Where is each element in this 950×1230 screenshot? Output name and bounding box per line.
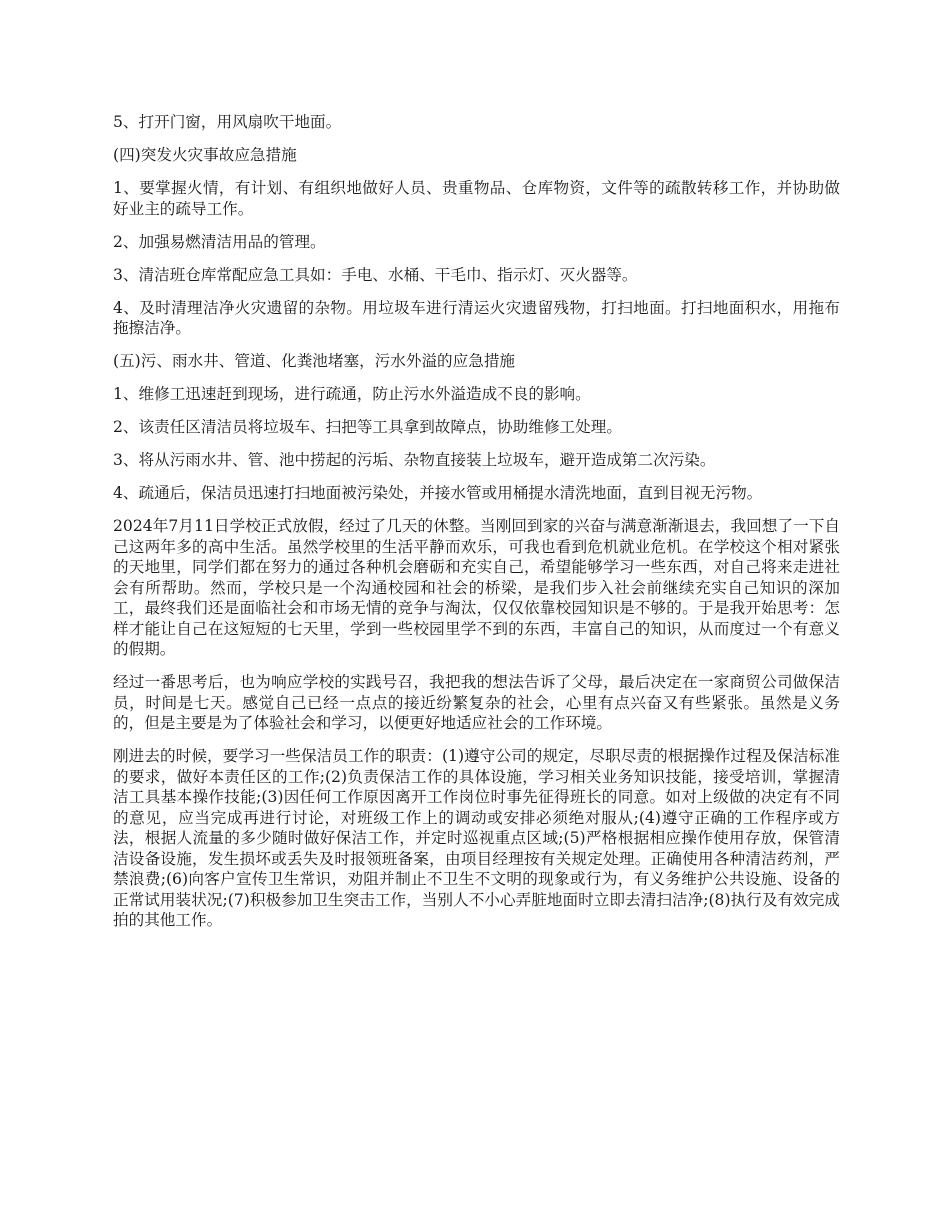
paragraph: 2024年7月11日学校正式放假，经过了几天的休整。当刚回到家的兴奋与满意渐渐退去，我回想了一下自己这两年多的高中生活。虽然学校里的生活平静而欢乐，可我也看到危机就业危机。在学校这个相对紧张的天地里，同学们都在努力的通过各种机会磨砺和充实自己，希望能够学习一些东西，对自己将来走进社会有所帮助。然而，学校只是一个沟通校园和社会的桥梁，是我们步入社会前继续充实自己知识的深加工，最终我们还是面临社会和市场无情的竞争与淘汰，仅仅依靠校园知识是不够的。于是我开始思考：怎样才能让自己在这短短的七天里，学到一些校园里学不到的东西，丰富自己的知识，从而度过一个有意义的假期。 bbox=[113, 517, 840, 658]
paragraph: 5、打开门窗，用风扇吹干地面。 bbox=[113, 113, 342, 131]
paragraph: 4、疏通后，保洁员迅速打扫地面被污染处，并接水管或用桶提水清洗地面，直到目视无污物。 bbox=[113, 484, 763, 502]
paragraph: 1、维修工迅速赶到现场，进行疏通，防止污水外溢造成不良的影响。 bbox=[113, 385, 591, 403]
paragraph: 1、要掌握火情，有计划、有组织地做好人员、贵重物品、仓库物资，文件等的疏散转移工作，并协助做好业主的疏导工作。 bbox=[113, 179, 840, 218]
section-heading: (四)突发火灾事故应急措施 bbox=[113, 146, 297, 164]
section-heading: (五)污、雨水井、管道、化粪池堵塞，污水外溢的应急措施 bbox=[113, 352, 516, 370]
paragraph: 4、及时清理洁净火灾遗留的杂物。用垃圾车进行清运火灾遗留残物，打扫地面。打扫地面积水，用拖布拖擦洁净。 bbox=[113, 298, 840, 337]
paragraph: 2、该责任区清洁员将垃圾车、扫把等工具拿到故障点，协助维修工处理。 bbox=[113, 418, 622, 436]
paragraph: 刚进去的时候，要学习一些保洁员工作的职责：(1)遵守公司的规定，尽职尽责的根据操作过程及保洁标准的要求，做好本责任区的工作;(2)负责保洁工作的具体设施，学习相关业务知识技能，接受培训，掌握清洁工具基本操作技能;(3)因任何工作原因离开工作岗位时事先征得班长的同意。如对上级做的决定有不同的意见，应当完成再进行讨论，对班级工作上的调动或安排必须绝对服从;(4)遵守正确的工作程序或方法，根据人流量的多少随时做好保洁工作，并定时巡视重点区域;(5)严格根据相应操作使用存放，保管清洁设备设施，发生损坏或丢失及时报领班备案，由项目经理按有关规定处理。正确使用各种清洁药剂，严禁浪费;(6)向客户宣传卫生常识，劝阻并制止不卫生不文明的现象或行为，有义务维护公共设施、设备的正常试用装状况;(7)积极参加卫生突击工作，当别人不小心弄脏地面时立即去清扫洁净;(8)执行及有效完成拍的其他工作。 bbox=[113, 747, 840, 929]
paragraph: 2、加强易燃清洁用品的管理。 bbox=[113, 232, 326, 251]
paragraph: 3、将从污雨水井、管、池中捞起的污垢、杂物直接装上垃圾车，避开造成第二次污染。 bbox=[113, 451, 716, 469]
paragraph: 3、清洁班仓库常配应急工具如：手电、水桶、干毛巾、指示灯、灭火器等。 bbox=[113, 265, 638, 284]
document-body bbox=[113, 112, 840, 943]
paragraph: 经过一番思考后，也为响应学校的实践号召，我把我的想法告诉了父母，最后决定在一家商贸公司做保洁员，时间是七天。感觉自己已经一点点的接近纷繁复杂的社会，心里有点兴奋又有些紧张。虽然是义务的，但是主要是为了体验社会和学习，以便更好地适应社会的工作环境。 bbox=[113, 673, 840, 732]
